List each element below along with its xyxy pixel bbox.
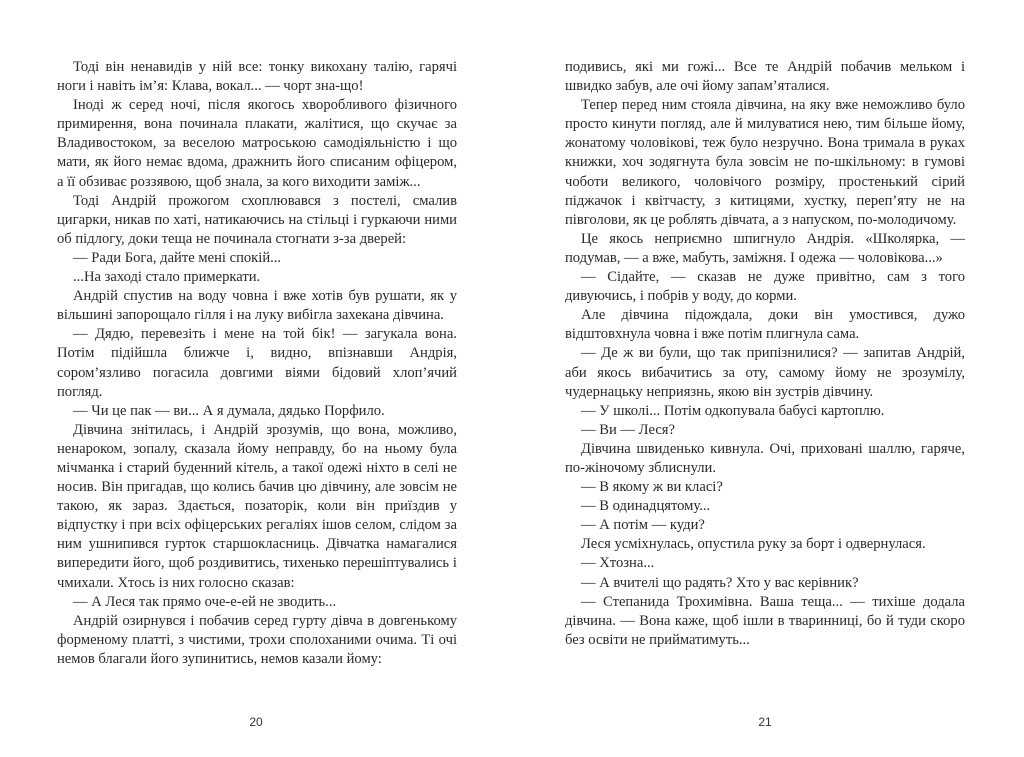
paragraph: Іноді ж серед ночі, після якогось хворобливого фізичного примирення, вона починала плакати, жалітися, що скучає за Владивостоком, за веселою матроською самодіяльністю і що мати, як його немає вдома, дражнить його списаним офіцером, а її обзиває роззявою, щоб знала, за кого виходити заміж... [57,97,457,190]
paragraph: — Сідайте, — сказав не дуже привітно, сам з того дивуючись, і побрів у воду, до корми. [565,269,965,305]
paragraph: Тоді Андрій прожогом схоплювався з постелі, смалив цигарки, никав по хаті, натикаючись на стільці і гуркаючи ними об підлогу, доки теща не починала стогнати з-за дверей: [57,192,457,247]
paragraph-continued: подивись, які ми гожі... Все те Андрій побачив мельком і швидко забув, але очі йому запам’яталися. [565,59,965,95]
paragraph: Дівчина знітилась, і Андрій зрозумів, що вона, можливо, ненароком, зопалу, сказала йому неправду, бо на ньому була мічманка і старий буденний кітель, а такої одежі ніхто в селі не носив. Він пригадав, що колись бачив цю дівчину, але зовсім не такою, як зараз. Здається, позаторік, коли він приїздив у відпустку і при всіх офіцерських регаліях ішов селом, слідом за ним ушнипився гурток старшокласниць. Дівчатка намагалися випередити його, щоб роздивитись, тихенько перешіптувались і чмихали. Хтось із них голосно сказав: [57,421,457,591]
paragraph: — Хтозна... [581,555,655,572]
right-page-number: 21 [758,715,772,729]
paragraph: — У школі... Потім одкопувала бабусі картоплю. [581,402,885,419]
paragraph: Тепер перед ним стояла дівчина, на яку вже неможливо було просто кинути погляд, але й милуватися нею, тим більше йому, жонатому чоловікові, теж було незручно. Вона тримала в руках книжки, хоч зодягнута була зовсім не по-шкільному: в гумові чоботи великого, чоловічого розміру, простенький сірий піджачок і квітчасту, з китицями, хустку, переп’яту не на півголови, як це роблять дівчата, а з напуском, по-молодичому. [565,97,965,228]
paragraph: Але дівчина підождала, доки він умостився, дужо відштовхнула човна і вже потім плигнула сама. [565,307,965,343]
paragraph: — Степанида Трохимівна. Ваша теща... — тихіше додала дівчина. — Вона каже, щоб ішли в тваринниці, бо й туди скоро без освіти не прийматимуть... [565,593,965,648]
paragraph: — Чи це пак — ви... А я думала, дядько Порфило. [73,402,385,419]
paragraph: — А Леся так прямо оче-е-ей не зводить... [73,593,337,610]
left-page-number: 20 [249,715,263,729]
paragraph: — Ради Бога, дайте мені спокій... [73,249,282,266]
paragraph: — В одинадцятому... [581,498,711,515]
paragraph: — А потім — куди? [581,517,705,534]
paragraph: Це якось неприємно шпигнуло Андрія. «Школярка, — подумав, — а вже, мабуть, заміжня. І одежа — чоловікова...» [565,230,965,266]
paragraph: — А вчителі що радять? Хто у вас керівник? [581,574,859,591]
paragraph: — Де ж ви були, що так припізнилися? — запитав Андрій, аби якось вибачитись за оту, самому йому не зрозумілу, чудернацьку неприязнь, якою він зустрів дівчину. [565,345,965,400]
paragraph: — Дядю, перевезіть і мене на той бік! — загукала вона. Потім підійшла ближче і, видно, впізнавши Андрія, сором’язливо погасила довгими віями бідовий хлоп’ячий погляд. [57,326,457,400]
paragraph: Андрій озирнувся і побачив серед гурту дівча в довгенькому форменому платті, з чистими, трохи сполоханими очима. Ті очі немов благали його зупинитись, немов казали йому: [57,612,457,667]
paragraph: Андрій спустив на воду човна і вже хотів був рушати, як у вільшині запорощало гілля і на луку вибігла захекана дівчина. [57,288,457,324]
paragraph: — Ви — Леся? [581,421,675,438]
paragraph: ...На заході стало примеркати. [73,269,261,286]
paragraph: Леся усміхнулась, опустила руку за борт і одвернулася. [581,536,926,553]
paragraph: Дівчина швиденько кивнула. Очі, приховані шаллю, гаряче, по-жіночому зблиснули. [565,440,965,476]
left-page-text [57,58,457,669]
paragraph: — В якому ж ви класі? [581,479,723,496]
right-page-text [565,58,965,650]
paragraph: Тоді він ненавидів у ній все: тонку викохану талію, гарячі ноги і навіть ім’я: Клава, вокал... — чорт зна-що! [57,59,457,95]
